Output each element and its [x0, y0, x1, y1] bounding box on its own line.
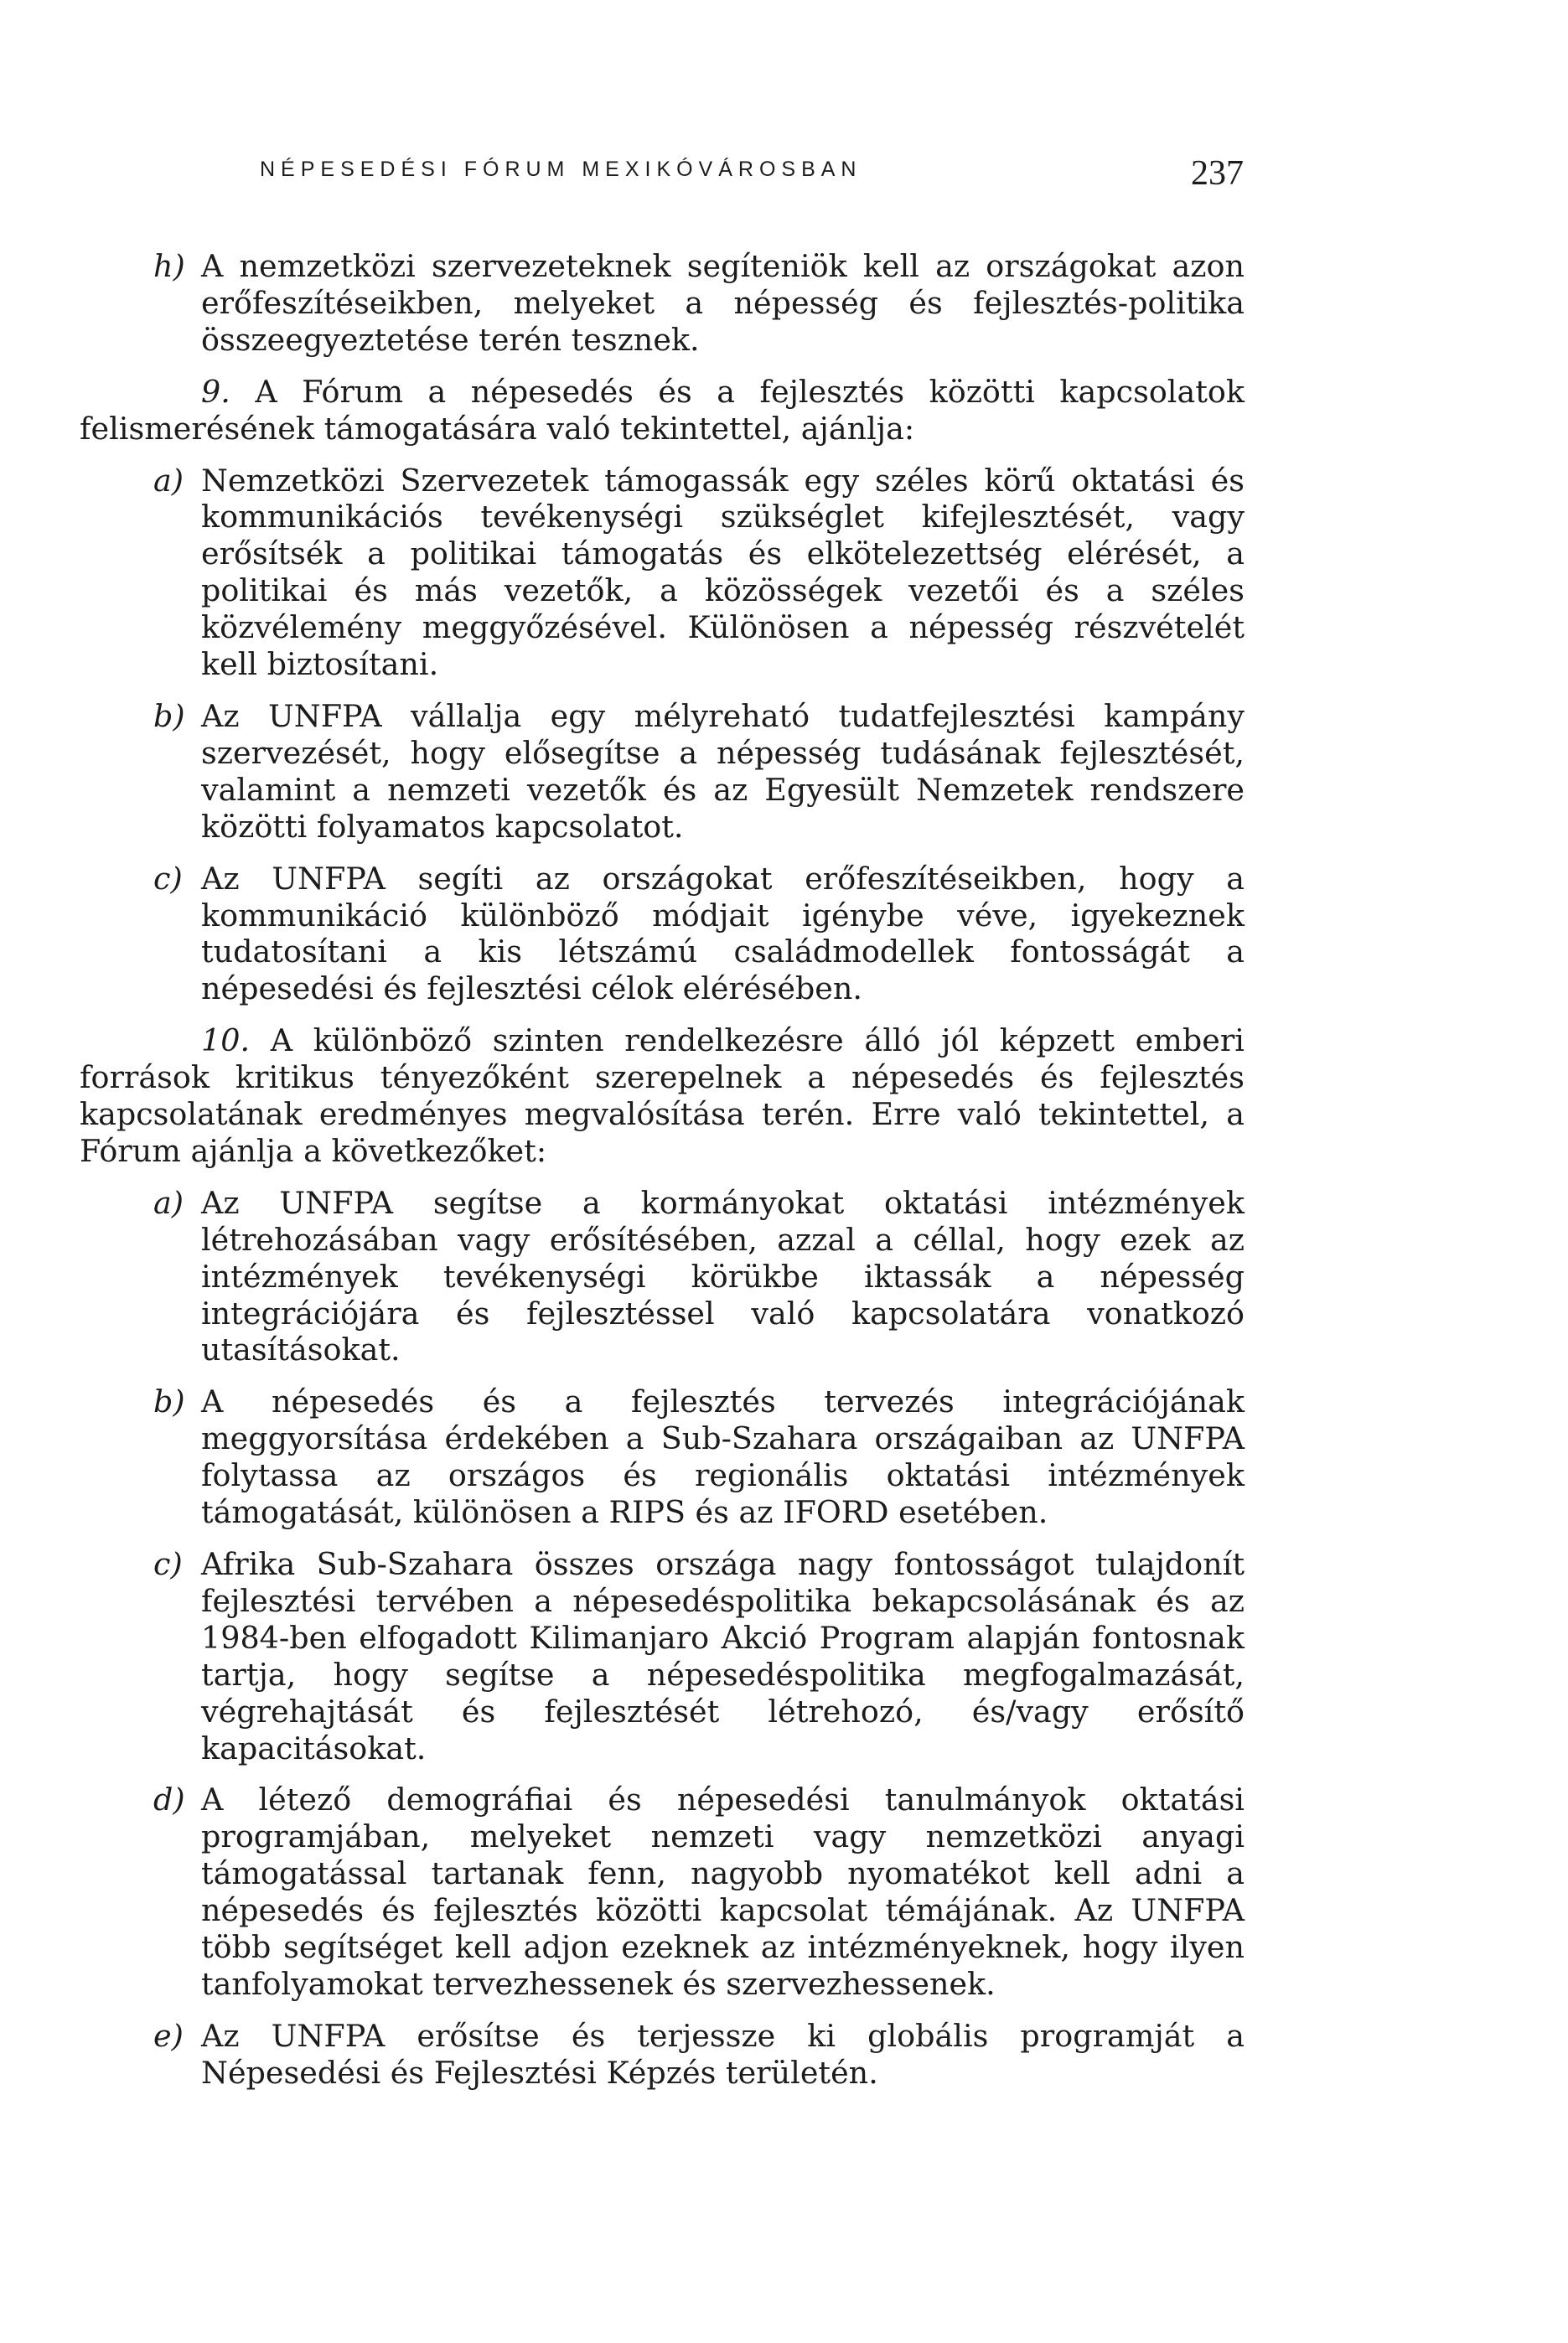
item-text: A népesedés és a fejlesztés tervezés integrációjának meggyorsítása érdekében a Sub-Szahara országaiban az UNFPA folytassa az országos és regionális oktatási intézmények támogatását, különösen a RIPS és az IFORD esetében.: [201, 1384, 1245, 1531]
paragraph-10: [80, 1022, 1245, 1170]
list-item: [80, 1185, 1245, 1369]
item-marker: d): [153, 1782, 185, 1818]
list-item: [80, 1384, 1245, 1531]
page-body: [80, 248, 1245, 2107]
paragraph-number: 9.: [201, 373, 256, 410]
item-text: Az UNFPA vállalja egy mélyreható tudatfejlesztési kampány szervezését, hogy elősegítse a népesség tudásának fejlesztését, valamint a nemzeti vezetők és az Egyesült Nemzetek rendszere közötti folyamatos kapcsolatot.: [201, 697, 1245, 845]
paragraph-number: 10.: [201, 1022, 271, 1059]
item-marker: e): [153, 2017, 184, 2054]
item-marker: a): [153, 1184, 184, 1221]
list-item: [80, 2018, 1245, 2092]
paragraph-text: A különböző szinten rendelkezésre álló jól képzett emberi források kritikus tényezőként szerepelnek a népesedés és fejlesztés kapcsolatának eredményes megvalósítása terén. Erre való tekintettel, a Fórum ajánlja a következőket:: [80, 1022, 1245, 1169]
item-marker: b): [153, 697, 185, 734]
item-marker: a): [153, 462, 184, 499]
item-text: Nemzetközi Szervezetek támogassák egy széles körű oktatási és kommunikációs tevékenységi szükséglet kifejlesztését, vagy erősítsék a politikai támogatás és elkötelezettség elérését, a politikai és más vezetők, a közösségek vezetői és a széles közvélemény meggyőzésével. Különösen a népesség részvételét kell biztosítani.: [201, 462, 1245, 683]
item-marker: h): [153, 248, 185, 284]
item-text: A nemzetközi szervezeteknek segíteniök kell az országokat azon erőfeszítéseikben, melyeket a népesség és fejlesztés-politika összeegyeztetése terén tesznek.: [201, 248, 1245, 358]
page-number: 237: [1191, 154, 1244, 193]
paragraph-9: [80, 374, 1245, 447]
item-marker: c): [153, 860, 183, 897]
list-item: [80, 861, 1245, 1008]
item-marker: c): [153, 1546, 183, 1582]
item-text: Az UNFPA segítse a kormányokat oktatási intézmények létrehozásában vagy erősítésében, azzal a céllal, hogy ezek az intézmények tevékenységi körükbe iktassák a népesség integrációjára és fejlesztéssel való kapcsolatára vonatkozó utasításokat.: [201, 1184, 1245, 1368]
list-item: [80, 463, 1245, 683]
item-text: Az UNFPA segíti az országokat erőfeszítéseikben, hogy a kommunikáció különböző módjait igénybe véve, igyekeznek tudatosítani a kis létszámú családmodellek fontosságát a népesedési és fejlesztési célok elérésében.: [201, 860, 1245, 1007]
item-text: Afrika Sub-Szahara összes országa nagy fontosságot tulajdonít fejlesztési tervében a népesedéspolitika bekapcsolásának és az 1984-ben elfogadott Kilimanjaro Akció Program alapján fontosnak tartja, hogy segítse a népesedéspolitika megfogalmazását, végrehajtását és fejlesztését létrehozó, és/vagy erősítő kapacitásokat.: [201, 1546, 1245, 1766]
list-item-h: [80, 248, 1245, 359]
list-item: [80, 1546, 1245, 1766]
item-marker: b): [153, 1384, 185, 1420]
list-item: [80, 1782, 1245, 2002]
item-text: A létező demográfiai és népesedési tanulmányok oktatási programjában, melyeket nemzeti vagy nemzetközi anyagi támogatással tartanak fenn, nagyobb nyomatékot kell adni a népesedés és fejlesztés közötti kapcsolat témájának. Az UNFPA több segítséget kell adjon ezeknek az intézményeknek, hogy ilyen tanfolyamokat tervezhessenek és szervezhessenek.: [201, 1782, 1245, 2002]
paragraph-text: A Fórum a népesedés és a fejlesztés közötti kapcsolatok felismerésének támogatására való tekintettel, ajánlja:: [80, 373, 1245, 447]
item-text: Az UNFPA erősítse és terjessze ki globális programját a Népesedési és Fejlesztési Képzés területén.: [201, 2017, 1245, 2091]
running-title: NÉPESEDÉSI FÓRUM MEXIKÓVÁROSBAN: [260, 158, 862, 181]
list-item: [80, 698, 1245, 846]
